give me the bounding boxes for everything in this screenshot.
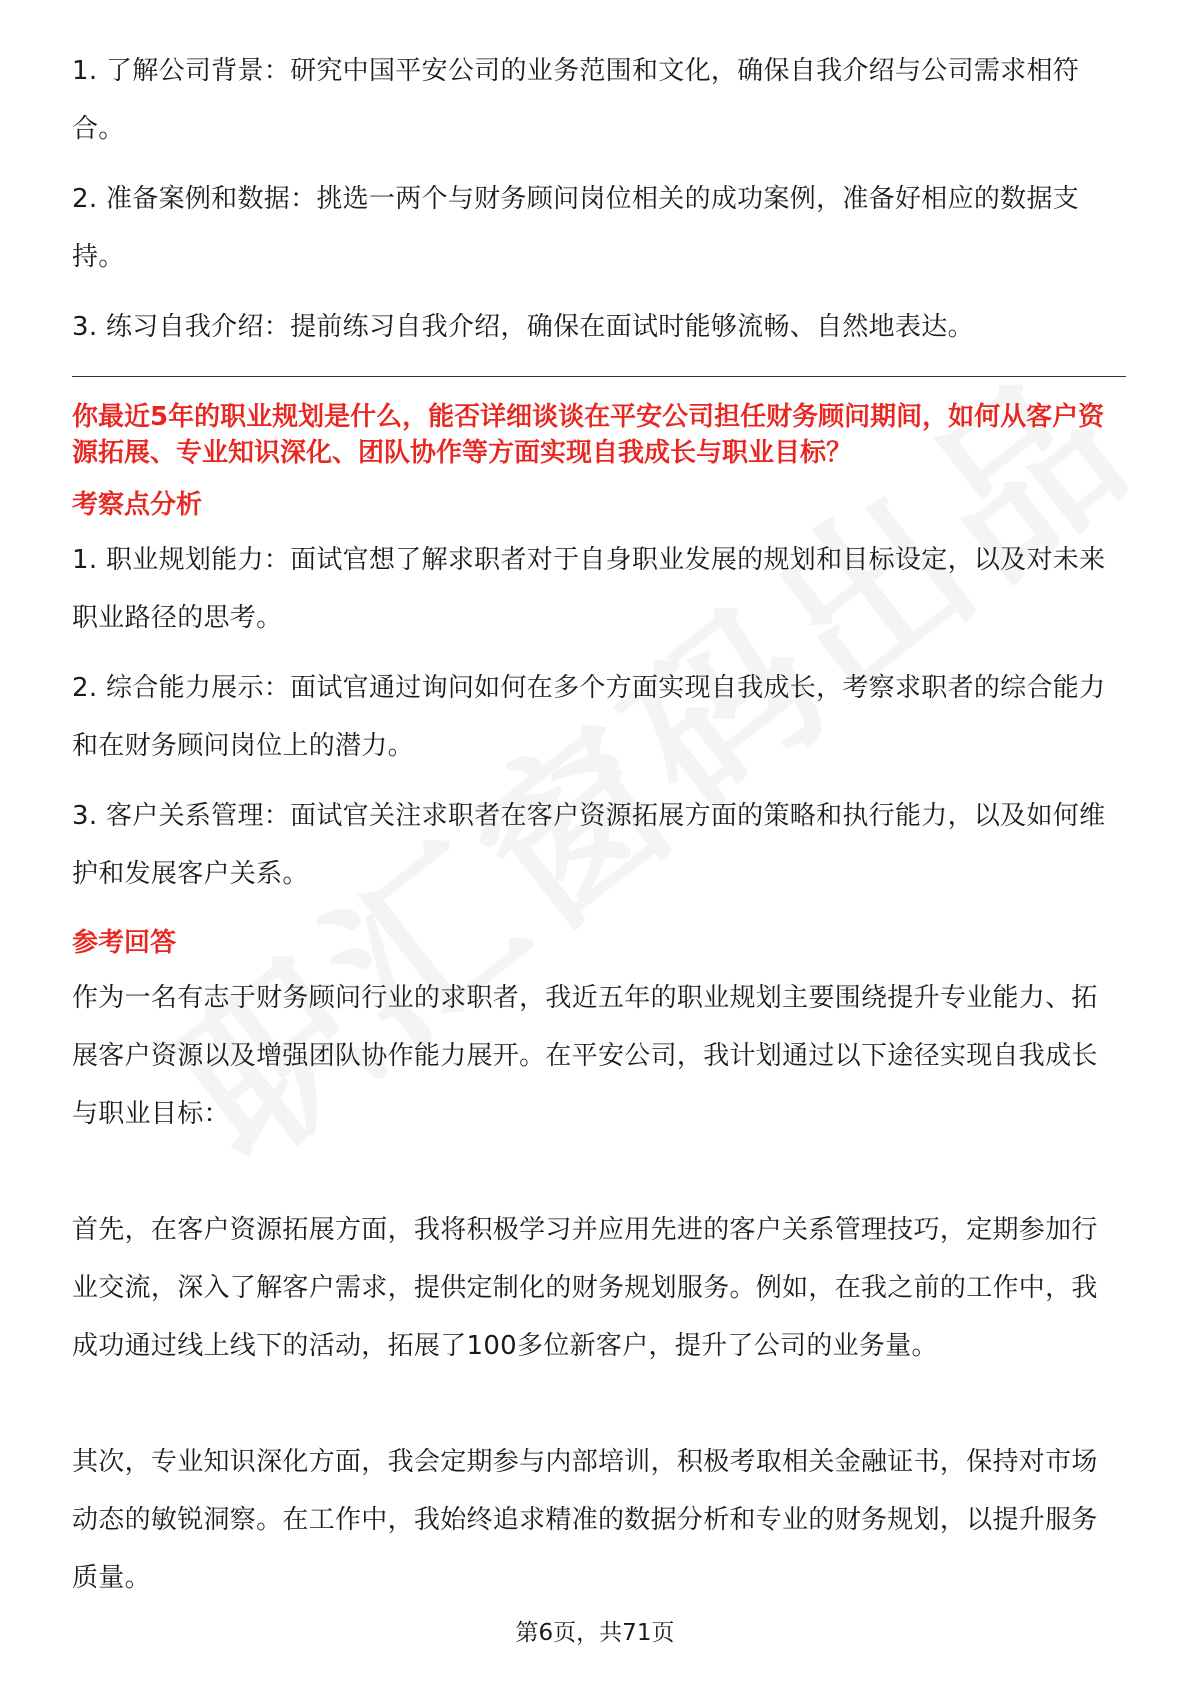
analysis-item-1: 1. 职业规划能力：面试官想了解求职者对于自身职业发展的规划和目标设定，以及对未来职业路径的思考。 [72, 545, 1106, 633]
analysis-heading: 考察点分析 [72, 490, 203, 520]
intro-item-3: 3. 练习自我介绍：提前练习自我介绍，确保在面试时能够流畅、自然地表达。 [72, 312, 974, 342]
section-divider [72, 376, 1126, 377]
intro-item-1: 1. 了解公司背景：研究中国平安公司的业务范围和文化，确保自我介绍与公司需求相符合。 [72, 56, 1080, 144]
analysis-item-3: 3. 客户关系管理：面试官关注求职者在客户资源拓展方面的策略和执行能力，以及如何维护和发展客户关系。 [72, 801, 1106, 889]
answer-paragraph-2: 首先，在客户资源拓展方面，我将积极学习并应用先进的客户关系管理技巧，定期参加行业交流，深入了解客户需求，提供定制化的财务规划服务。例如，在我之前的工作中，我成功通过线上线下的活动，拓展了100多位新客户，提升了公司的业务量。 [72, 1215, 1098, 1361]
question-title: 你最近5年的职业规划是什么，能否详细谈谈在平安公司担任财务顾问期间，如何从客户资源拓展、专业知识深化、团队协作等方面实现自我成长与职业目标？ [72, 402, 1105, 468]
answer-paragraph-3: 其次，专业知识深化方面，我会定期参与内部培训，积极考取相关金融证书，保持对市场动态的敏锐洞察。在工作中，我始终追求精准的数据分析和专业的财务规划，以提升服务质量。 [72, 1447, 1098, 1593]
answer-heading: 参考回答 [72, 928, 177, 958]
document-body [72, 42, 1118, 1607]
answer-paragraph-1: 作为一名有志于财务顾问行业的求职者，我近五年的职业规划主要围绕提升专业能力、拓展客户资源以及增强团队协作能力展开。在平安公司，我计划通过以下途径实现自我成长与职业目标： [72, 983, 1098, 1129]
analysis-item-2: 2. 综合能力展示：面试官通过询问如何在多个方面实现自我成长，考察求职者的综合能力和在财务顾问岗位上的潜力。 [72, 673, 1106, 761]
page-number: 第6页，共71页 [515, 1620, 675, 1646]
intro-item-2: 2. 准备案例和数据：挑选一两个与财务顾问岗位相关的成功案例，准备好相应的数据支持。 [72, 184, 1080, 272]
